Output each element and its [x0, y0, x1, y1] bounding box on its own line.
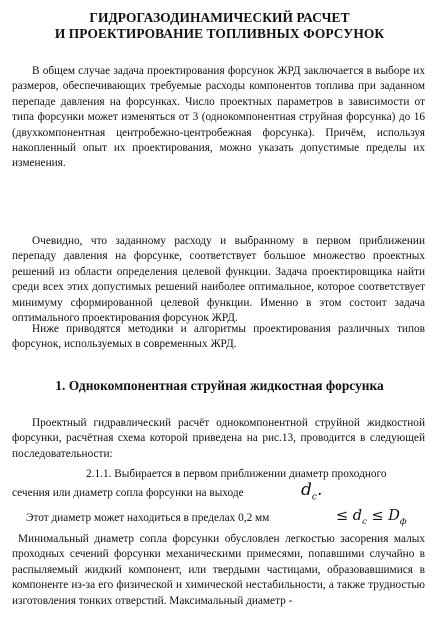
formula-range-var: $d_c$	[352, 508, 367, 527]
step-line-2: сечения или диаметр сопла форсунки на выходе	[12, 487, 244, 499]
range-text: Этот диаметр может находиться в пределах 0,2 мм	[26, 512, 270, 524]
formula-nozzle-diameter	[301, 480, 322, 502]
intro-paragraph-2: Очевидно, что заданному расходу и выбранному в первом приближении перепаду давления на форсунке, соответствует большое множество проектных решений из области определения целевой функции. Задача проектировщика найти среди всех этих допустимых решений наиболее оптимальное, которое соответствует минимуму сформированной целевой функции. Именно в этом состоит задача оптимального проектирования форсунок ЖРД.	[12, 235, 425, 325]
formula-leq-1: ≤	[336, 508, 349, 524]
section-heading: 1. Однокомпонентная струйная жидкостная форсунка	[55, 378, 384, 393]
intro-paragraph-1: В общем случае задача проектирования форсунок ЖРД заключается в выборе их размеров, обеспечивающих требуемые расходы компонентов топлива при заданном перепаде давления на форсунках. Число проектных параметров в зависимости от типа форсунки может изменяться от 3 (однокомпонентная струйная форсунка) до 16 (двухкомпонентная центробежно-центробежная форсунка). Причём, используя накопленный опыт их проектирования, можно указать допустимые пределы их изменения.	[12, 65, 425, 170]
step-line-1: 2.1.1. Выбирается в первом приближении диаметр проходного	[86, 468, 387, 480]
page-title-line-1: ГИДРОГАЗОДИНАМИЧЕСКИЙ РАСЧЕТ	[89, 10, 350, 25]
formula-var: d	[301, 480, 312, 500]
formula-period: .	[316, 480, 323, 500]
section-paragraph-2: Минимальный диаметр сопла форсунки обусловлен легкостью засорения малых проходных сечений форсунки механическими примесями, попавшими случайно в распыляемый жидкий компонент, или твердыми частицами, образовавшимися в компоненте из-за его физической и химической нестабильности, а также трудностью изготовления тонких отверстий. Максимальный диаметр -	[12, 533, 425, 607]
intro-paragraph-3: Ниже приводятся методики и алгоритмы проектирования различных типов форсунок, используемых в современных ЖРД.	[12, 323, 425, 351]
formula-sub: c	[311, 492, 317, 503]
formula-diameter-range	[336, 508, 407, 527]
page-title-line-2: И ПРОЕКТИРОВАНИЕ ТОПЛИВНЫХ ФОРСУНОК	[54, 26, 385, 41]
section-paragraph-1: Проектный гидравлический расчёт однокомпонентной струйной жидкостной форсунки, расчётная схема которой приведена на рис.13, проводится в следующей последовательности:	[12, 417, 425, 460]
formula-leq-2: ≤	[371, 508, 384, 524]
formula-range-rhs: $D_ф$	[388, 508, 407, 527]
